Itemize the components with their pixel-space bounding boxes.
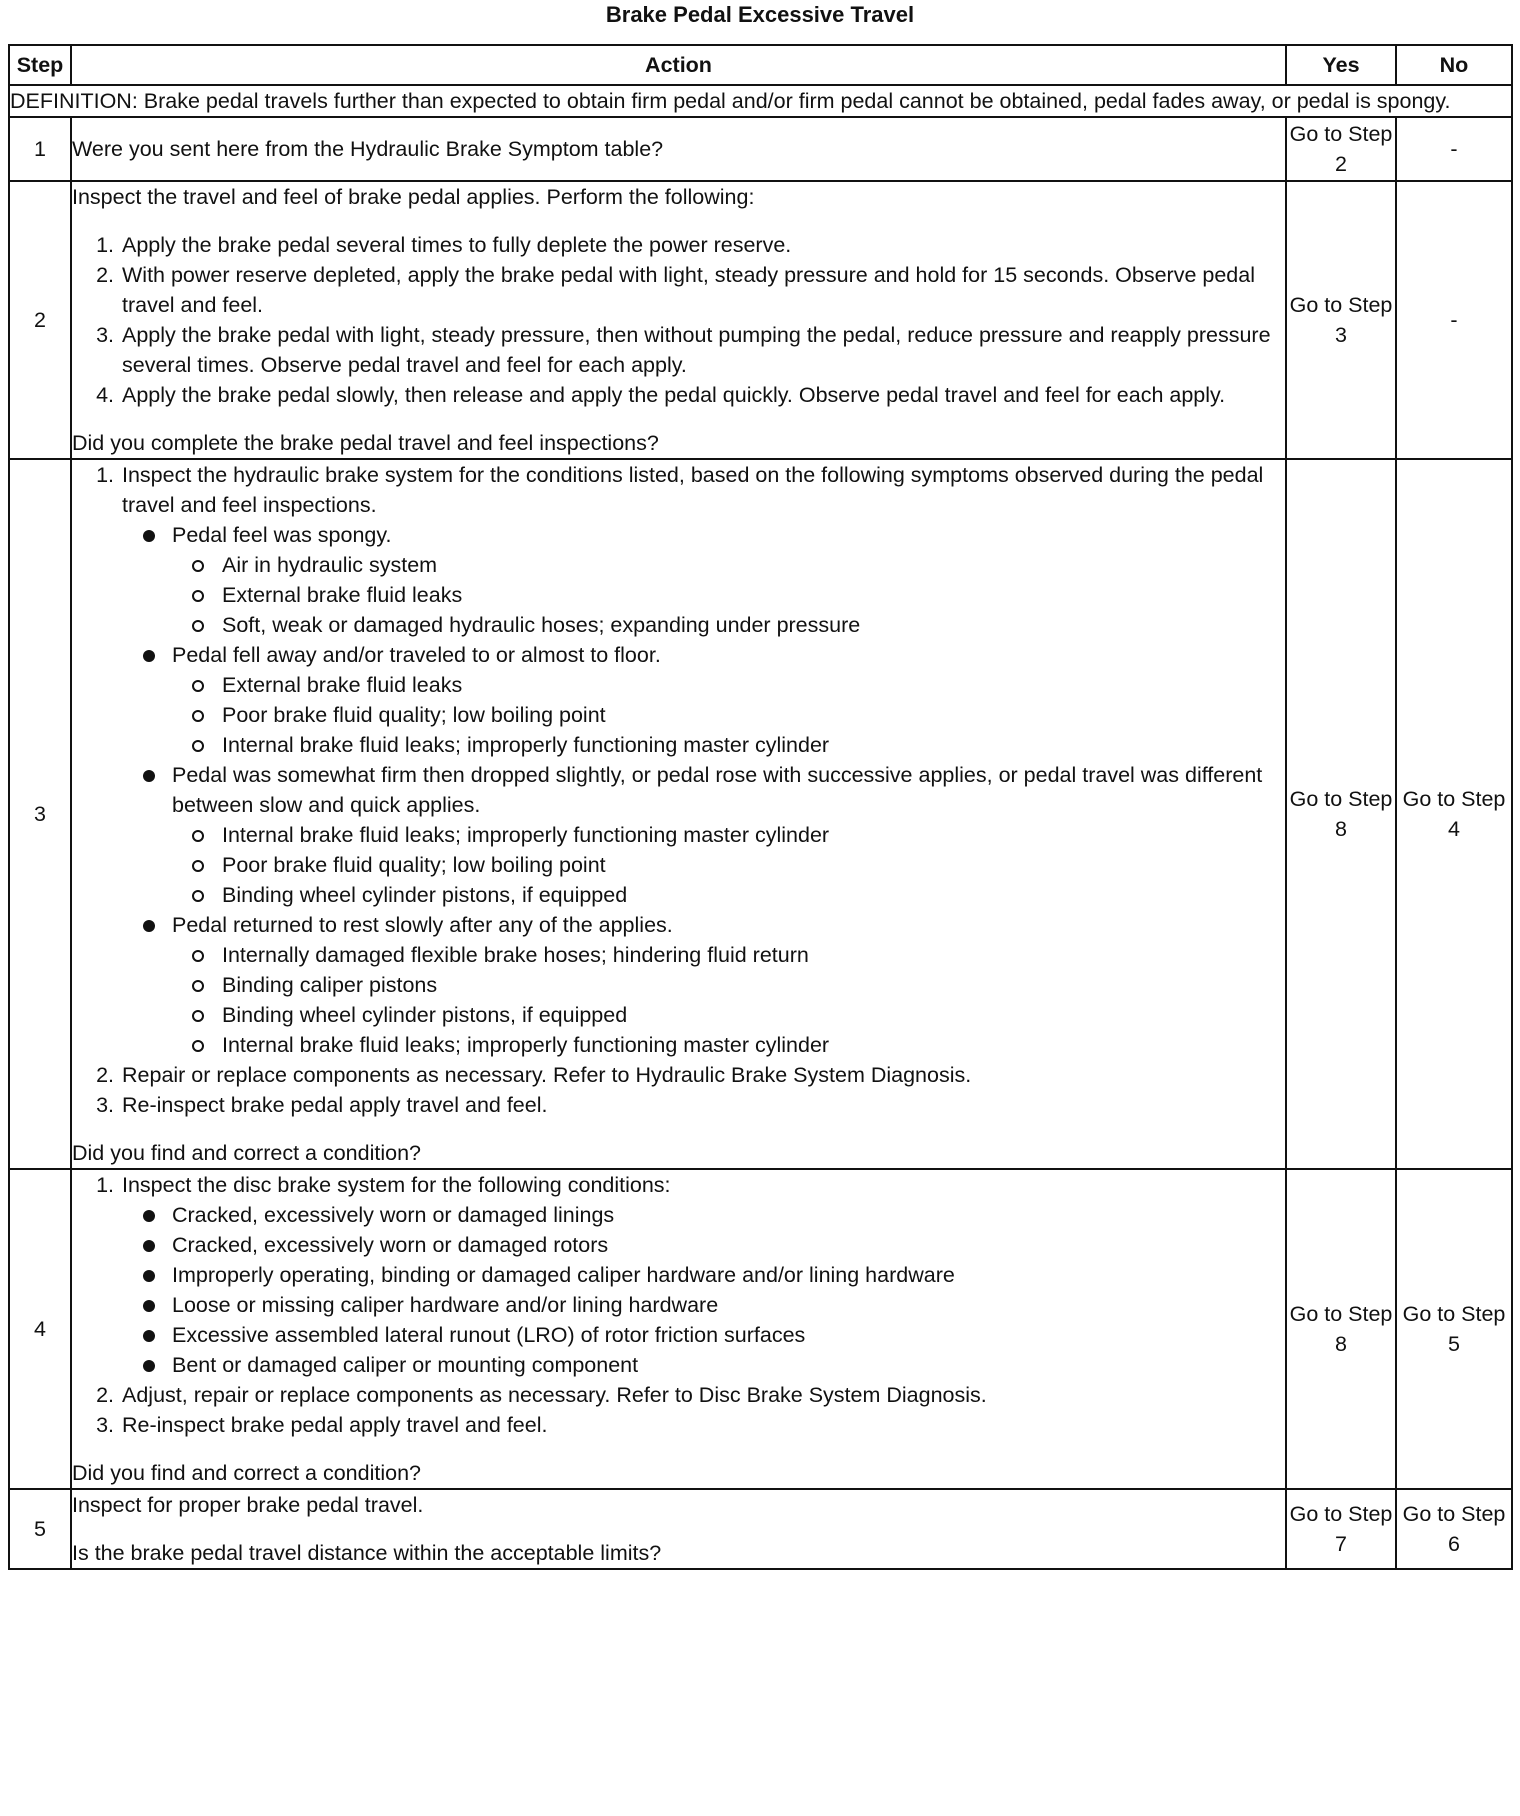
table-row	[9, 1169, 1512, 1489]
bullet-item	[172, 640, 1285, 760]
step-number: 3	[9, 459, 71, 1169]
sub-bullet-item: Internal brake fluid leaks; improperly functioning master cylinder	[222, 1030, 1285, 1060]
condition-list	[172, 940, 1285, 1060]
intro-text: Inspect the travel and feel of brake pedal applies. Perform the following:	[72, 185, 755, 209]
question-text: Did you find and correct a condition?	[72, 1461, 421, 1485]
no-cell: Go to Step 6	[1396, 1489, 1512, 1569]
sub-bullet-item: Binding wheel cylinder pistons, if equipped	[222, 880, 1285, 910]
procedure-list	[72, 1170, 1285, 1440]
bullet-item	[172, 760, 1285, 910]
page-title: Brake Pedal Excessive Travel	[605, 2, 915, 27]
yes-cell: Go to Step 2	[1286, 117, 1396, 181]
header-row	[9, 45, 1512, 85]
sub-bullet-item: Poor brake fluid quality; low boiling point	[222, 850, 1285, 880]
action-cell	[71, 181, 1286, 459]
sub-bullet-item: Binding wheel cylinder pistons, if equipped	[222, 1000, 1285, 1030]
bullet-item: Bent or damaged caliper or mounting component	[172, 1350, 1285, 1380]
step-number: 1	[9, 117, 71, 181]
header-no: No	[1396, 45, 1512, 85]
procedure-list	[72, 230, 1285, 410]
action-cell	[71, 117, 1286, 181]
condition-list	[172, 820, 1285, 910]
bullet-text: Pedal fell away and/or traveled to or almost to floor.	[172, 643, 661, 667]
list-item: 3. Apply the brake pedal with light, steady pressure, then without pumping the pedal, reduce pressure and reapply pressure several times. Observe pedal travel and feel for each apply.	[120, 320, 1285, 380]
sub-bullet-item: Internal brake fluid leaks; improperly functioning master cylinder	[222, 820, 1285, 850]
sub-bullet-item: Soft, weak or damaged hydraulic hoses; expanding under pressure	[222, 610, 1285, 640]
yes-cell: Go to Step 3	[1286, 181, 1396, 459]
bullet-item	[172, 910, 1285, 1060]
yes-cell: Go to Step 8	[1286, 1169, 1396, 1489]
list-item: 4. Apply the brake pedal slowly, then release and apply the pedal quickly. Observe pedal travel and feel for each apply.	[120, 380, 1285, 410]
bullet-item: Loose or missing caliper hardware and/or lining hardware	[172, 1290, 1285, 1320]
table-row	[9, 1489, 1512, 1569]
header-step: Step	[9, 45, 71, 85]
sub-bullet-item: Air in hydraulic system	[222, 550, 1285, 580]
yes-cell: Go to Step 8	[1286, 459, 1396, 1169]
condition-list	[122, 1200, 1285, 1380]
list-item: 2. Adjust, repair or replace components as necessary. Refer to Disc Brake System Diagnosis.	[120, 1380, 1285, 1410]
sub-bullet-item: External brake fluid leaks	[222, 670, 1285, 700]
list-item: 2. Repair or replace components as necessary. Refer to Hydraulic Brake System Diagnosis.	[120, 1060, 1285, 1090]
definition-text: DEFINITION: Brake pedal travels further than expected to obtain firm pedal and/or firm pedal cannot be obtained, pedal fades away, or pedal is spongy.	[9, 85, 1512, 117]
header-action: Action	[71, 45, 1286, 85]
sub-bullet-item: Poor brake fluid quality; low boiling point	[222, 700, 1285, 730]
bullet-item: Improperly operating, binding or damaged caliper hardware and/or lining hardware	[172, 1260, 1285, 1290]
question-text: Did you find and correct a condition?	[72, 1141, 421, 1165]
symptom-list	[122, 520, 1285, 1060]
no-cell: -	[1396, 181, 1512, 459]
bullet-item: Cracked, excessively worn or damaged linings	[172, 1200, 1285, 1230]
list-item-text: Inspect the hydraulic brake system for the conditions listed, based on the following symptoms observed during the pedal travel and feel inspections.	[122, 463, 1264, 517]
table-row	[9, 117, 1512, 181]
sub-bullet-item: Binding caliper pistons	[222, 970, 1285, 1000]
sub-bullet-item: Internally damaged flexible brake hoses; hindering fluid return	[222, 940, 1285, 970]
intro-text: Inspect for proper brake pedal travel.	[72, 1493, 424, 1517]
condition-list	[172, 550, 1285, 640]
header-yes: Yes	[1286, 45, 1396, 85]
list-item: 3. Re-inspect brake pedal apply travel and feel.	[120, 1090, 1285, 1120]
no-cell: Go to Step 5	[1396, 1169, 1512, 1489]
step-number: 5	[9, 1489, 71, 1569]
action-cell	[71, 1489, 1286, 1569]
list-item: 2. With power reserve depleted, apply the brake pedal with light, steady pressure and hold for 15 seconds. Observe pedal travel and feel.	[120, 260, 1285, 320]
action-cell	[71, 459, 1286, 1169]
bullet-item: Cracked, excessively worn or damaged rotors	[172, 1230, 1285, 1260]
question-text: Did you complete the brake pedal travel and feel inspections?	[72, 431, 659, 455]
bullet-text: Pedal was somewhat firm then dropped slightly, or pedal rose with successive applies, or pedal travel was different between slow and quick applies.	[172, 763, 1263, 817]
no-cell: -	[1396, 117, 1512, 181]
bullet-text: Pedal feel was spongy.	[172, 523, 392, 547]
yes-cell: Go to Step 7	[1286, 1489, 1396, 1569]
step-number: 2	[9, 181, 71, 459]
list-item: 1. Apply the brake pedal several times to fully deplete the power reserve.	[120, 230, 1285, 260]
list-item-text: Inspect the disc brake system for the following conditions:	[122, 1173, 671, 1197]
list-item: 3. Re-inspect brake pedal apply travel and feel.	[120, 1410, 1285, 1440]
no-cell: Go to Step 4	[1396, 459, 1512, 1169]
bullet-text: Pedal returned to rest slowly after any of the applies.	[172, 913, 673, 937]
action-cell	[71, 1169, 1286, 1489]
sub-bullet-item: Internal brake fluid leaks; improperly functioning master cylinder	[222, 730, 1285, 760]
bullet-item: Excessive assembled lateral runout (LRO) of rotor friction surfaces	[172, 1320, 1285, 1350]
question-text: Were you sent here from the Hydraulic Brake Symptom table?	[72, 137, 664, 161]
list-item	[120, 1170, 1285, 1380]
definition-row	[9, 85, 1512, 117]
sub-bullet-item: External brake fluid leaks	[222, 580, 1285, 610]
list-item	[120, 460, 1285, 1060]
table-row	[9, 459, 1512, 1169]
bullet-item	[172, 520, 1285, 640]
table-row	[9, 181, 1512, 459]
step-number: 4	[9, 1169, 71, 1489]
question-text: Is the brake pedal travel distance within the acceptable limits?	[72, 1541, 662, 1565]
procedure-list	[72, 460, 1285, 1120]
diagnostic-table	[8, 44, 1513, 1570]
condition-list	[172, 670, 1285, 760]
